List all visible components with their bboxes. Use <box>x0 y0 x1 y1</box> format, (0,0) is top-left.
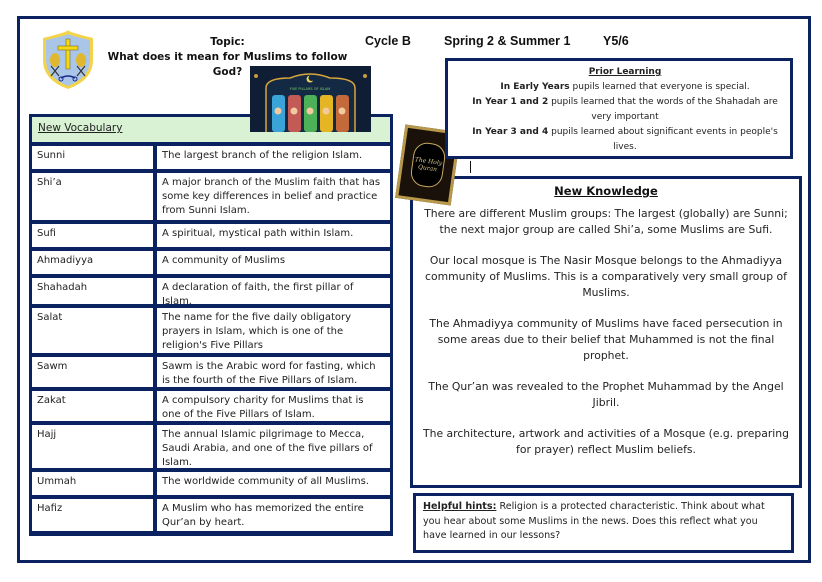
cycle-label: Cycle B <box>365 34 411 48</box>
vocabulary-table <box>29 114 393 536</box>
vocabulary-definition: A Muslim who has memorized the entire Qur’an by heart. <box>157 499 390 531</box>
vocabulary-definition: A community of Muslims <box>157 251 390 274</box>
vocabulary-title: New Vocabulary <box>32 117 390 142</box>
vocabulary-term: Sufi <box>32 224 153 247</box>
quran-cover-title: The Holy Quran <box>409 141 447 189</box>
vocabulary-definition: The largest branch of the religion Islam. <box>157 146 390 169</box>
prior-item-heading: In Year 1 and 2 <box>472 97 549 107</box>
knowledge-paragraph: The Ahmadiyya community of Muslims have faced persecution in some areas due to their belief that Muhammed is not the final prophet. <box>429 317 783 362</box>
vocabulary-term: Ummah <box>32 472 153 495</box>
vocabulary-row <box>32 308 390 353</box>
vocabulary-term: Hajj <box>32 425 153 468</box>
vocabulary-definition: Sawm is the Arabic word for fasting, which is the fourth of the Five Pillars of Islam. <box>157 357 390 387</box>
prior-learning-item <box>462 95 788 125</box>
knowledge-paragraph: There are different Muslim groups: The largest (globally) are Sunni; the next major group are called Shi’a, some Muslims are Sufi. <box>424 207 788 236</box>
topic-question: What does it mean for Muslims to follow God? <box>107 51 348 78</box>
five-pillars-image <box>250 66 371 132</box>
vocabulary-term: Salat <box>32 308 153 353</box>
prior-item-heading: In Year 3 and 4 <box>472 127 549 137</box>
topic-label: Topic: <box>210 36 245 48</box>
text-cursor <box>470 161 471 173</box>
vocabulary-row <box>32 173 390 220</box>
vocabulary-term: Hafiz <box>32 499 153 531</box>
helpful-hints-text: Religion is a protected characteristic. Think about what you hear about some Muslims in the news. Does this reflect what you have learned in our lessons? <box>423 501 765 541</box>
helpful-hints-label: Helpful hints: <box>423 501 497 512</box>
vocabulary-definition: A declaration of faith, the first pillar of Islam. <box>157 278 390 304</box>
prior-item-text: pupils learned that everyone is special. <box>569 82 750 92</box>
term-label: Spring 2 & Summer 1 <box>444 34 571 48</box>
knowledge-paragraph: Our local mosque is The Nasir Mosque belongs to the Ahmadiyya community of Muslims. This is a comparatively very small group of Muslims. <box>425 254 787 299</box>
school-crest-icon <box>39 30 97 90</box>
prior-learning-box <box>445 58 793 159</box>
vocabulary-term: Shi’a <box>32 173 153 220</box>
year-group-label: Y5/6 <box>603 34 629 48</box>
vocabulary-definition: A spiritual, mystical path within Islam. <box>157 224 390 247</box>
prior-learning-item <box>462 125 788 155</box>
vocabulary-definition: The annual Islamic pilgrimage to Mecca, Saudi Arabia, and one of the five pillars of Islam. <box>157 425 390 468</box>
vocabulary-term: Ahmadiyya <box>32 251 153 274</box>
vocabulary-definition: A compulsory charity for Muslims that is one of the Five Pillars of Islam. <box>157 391 390 421</box>
vocabulary-term: Shahadah <box>32 278 153 304</box>
vocabulary-row <box>32 357 390 387</box>
vocabulary-row <box>32 224 390 247</box>
vocabulary-row <box>32 472 390 495</box>
knowledge-paragraph: The architecture, artwork and activities of a Mosque (e.g. preparing for prayer) reflect Muslim beliefs. <box>423 427 789 456</box>
vocabulary-row <box>32 278 390 307</box>
vocabulary-row <box>32 251 390 274</box>
new-knowledge-box <box>410 176 802 488</box>
prior-item-text: pupils learned that the words of the Shahadah are very important <box>548 97 778 122</box>
prior-learning-title: Prior Learning <box>588 67 662 77</box>
vocabulary-definition: A major branch of the Muslim faith that has some key differences in belief and practice from Sunni Islam. <box>157 173 390 220</box>
vocabulary-row <box>32 425 390 468</box>
pillars-banner-title: FIVE PILLARS OF ISLAM <box>289 87 331 91</box>
vocabulary-definition: The name for the five daily obligatory prayers in Islam, which is one of the religion's Five Pillars <box>157 308 390 353</box>
prior-item-text: pupils learned about significant events in people's lives. <box>548 127 778 152</box>
vocabulary-row <box>32 391 390 421</box>
new-knowledge-title: New Knowledge <box>554 184 658 198</box>
prior-learning-item <box>462 80 788 95</box>
vocabulary-definition: The worldwide community of all Muslims. <box>157 472 390 495</box>
vocabulary-row <box>32 499 390 531</box>
vocabulary-term: Sunni <box>32 146 153 169</box>
vocabulary-term: Zakat <box>32 391 153 421</box>
helpful-hints-box <box>413 493 794 553</box>
knowledge-paragraph: The Qur’an was revealed to the Prophet Muhammad by the Angel Jibril. <box>428 380 784 409</box>
vocabulary-row <box>32 146 390 169</box>
vocabulary-term: Sawm <box>32 357 153 387</box>
prior-item-heading: In Early Years <box>500 82 570 92</box>
